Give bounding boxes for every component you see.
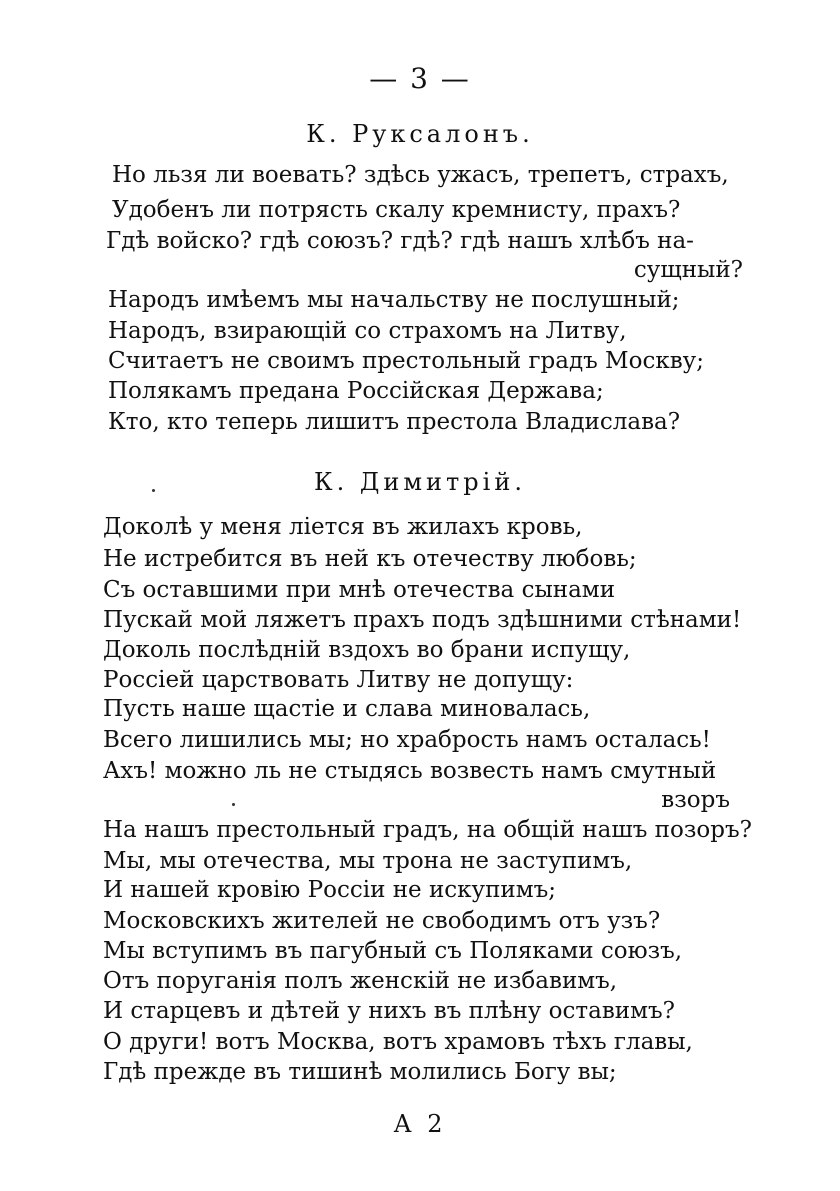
stray-ink-mark	[232, 803, 235, 806]
verse-line: Мы, мы отечества, мы трона не заступимъ,	[103, 848, 633, 874]
verse-line: И старцевъ и дѣтей у нихъ въ плѣну оставимъ?	[103, 998, 675, 1024]
verse-line: Гдѣ войско? гдѣ союзъ? гдѣ? гдѣ нашъ хлѣбъ на-	[106, 228, 694, 254]
verse-line: Народъ имѣемъ мы начальству не послушный;	[108, 287, 680, 313]
verse-line: Доколѣ у меня ліется въ жилахъ кровь,	[103, 514, 583, 540]
verse-line: Доколь послѣдній вздохъ во брани испущу,	[103, 637, 631, 663]
verse-line: Кто, кто теперь лишитъ престола Владислава?	[108, 409, 681, 435]
speaker-heading-ruksalon: К. Руксалонъ.	[306, 120, 534, 148]
verse-line: О други! вотъ Москва, вотъ храмовъ тѣхъ главы,	[103, 1029, 693, 1055]
verse-line: Не истребится въ ней къ отечеству любовь;	[103, 546, 637, 572]
verse-line: Удобенъ ли потрясть скалу кремнисту, прахъ?	[112, 197, 681, 223]
verse-line-continuation: сущный?	[633, 257, 743, 283]
verse-line: Считаетъ не своимъ престольный градъ Москву;	[108, 348, 704, 374]
verse-line: Но льзя ли воевать? здѣсь ужасъ, трепетъ, страхъ,	[112, 162, 729, 188]
verse-line: Ахъ! можно ль не стыдясь возвесть намъ смутный	[103, 758, 717, 784]
verse-line: Народъ, взирающій со страхомъ на Литву,	[108, 318, 627, 344]
verse-line: Мы вступимъ въ пагубный съ Поляками союзъ,	[103, 938, 683, 964]
verse-line: Московскихъ жителей не свободимъ отъ узъ?	[103, 908, 661, 934]
verse-line: Гдѣ прежде въ тишинѣ молились Богу вы;	[103, 1059, 617, 1085]
verse-line: Полякамъ предана Россійская Держава;	[108, 378, 604, 404]
verse-line-continuation: взоръ	[661, 787, 730, 813]
page-number: — 3 —	[369, 62, 471, 95]
verse-line: И нашей кровію Россіи не искупимъ;	[103, 877, 557, 903]
verse-line: Пускай мой ляжетъ прахъ подъ здѣшними стѣнами!	[103, 607, 742, 633]
verse-line: Пусть наше щастіе и слава миновалась,	[103, 696, 591, 722]
verse-line: Отъ поруганія полъ женскій не избавимъ,	[103, 968, 618, 994]
signature-mark: А 2	[393, 1110, 447, 1138]
verse-line: Всего лишились мы; но храбрость намъ осталась!	[103, 727, 711, 753]
verse-line: Съ оставшими при мнѣ отечества сынами	[103, 577, 616, 603]
speaker-heading-dimitriy: К. Димитрій.	[314, 468, 526, 496]
verse-line: Россіей царствовать Литву не допущу:	[103, 667, 574, 693]
verse-line: На нашъ престольный градъ, на общій нашъ позоръ?	[103, 817, 752, 843]
